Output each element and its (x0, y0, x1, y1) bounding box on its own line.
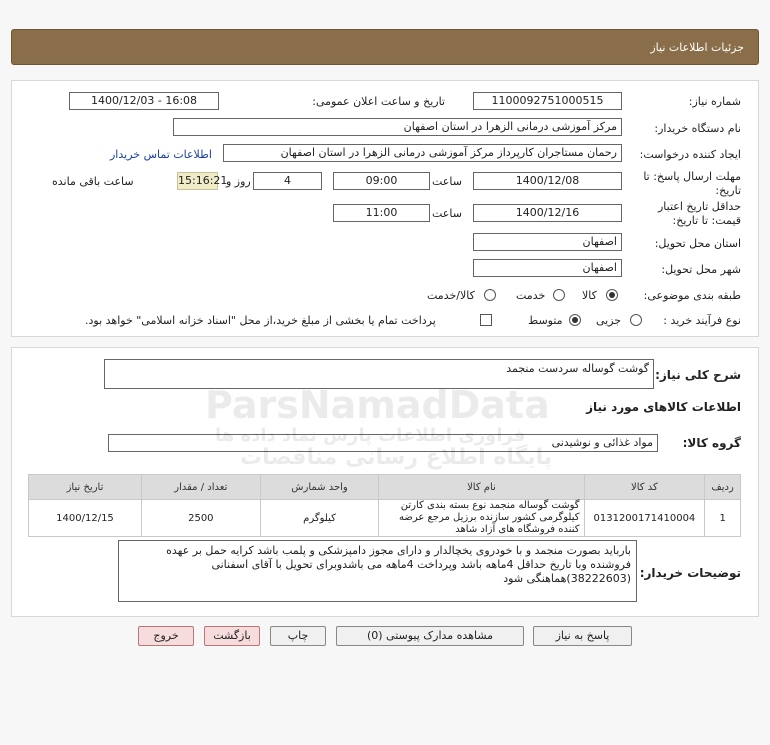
province-label: استان محل تحویل: (654, 237, 741, 250)
goods-table (28, 474, 741, 537)
table-row (29, 500, 741, 537)
category-option-goods: کالا (582, 289, 597, 302)
exit-button[interactable]: خروج (138, 626, 194, 646)
process-option-medium: متوسط (528, 314, 563, 327)
deadline-time-field: 09:00 (333, 172, 430, 190)
remaining-label: ساعت باقی مانده (52, 175, 134, 188)
buyer-field: مرکز آموزشی درمانی الزهرا در استان اصفهان (173, 118, 622, 136)
col-unit: واحد شمارش (260, 475, 379, 500)
buyer-notes-label: توضیحات خریدار: (639, 566, 741, 580)
creator-label: ایجاد کننده درخواست: (639, 148, 741, 161)
col-row: ردیف (705, 475, 741, 500)
process-radio-medium[interactable] (569, 314, 581, 326)
back-button[interactable]: بازگشت (204, 626, 260, 646)
reply-button[interactable]: پاسخ به نیاز (533, 626, 632, 646)
attachments-button[interactable]: مشاهده مدارک پیوستی (0) (336, 626, 524, 646)
need-number-field: 1100092751000515 (473, 92, 622, 110)
category-radio-service[interactable] (553, 289, 565, 301)
days-field: 4 (253, 172, 322, 190)
buyer-label: نام دستگاه خریدار: (654, 122, 741, 135)
days-label: روز و (226, 175, 251, 188)
goods-group-field: مواد غذائی و نوشیدنی (108, 434, 658, 452)
category-radio-goods[interactable] (606, 289, 618, 301)
category-option-both: کالا/خدمت (427, 289, 475, 302)
deadline-label-1: مهلت ارسال پاسخ: تا (643, 170, 741, 183)
cell-code: 0131200171410004 (584, 500, 705, 537)
cell-unit: کیلوگرم (260, 500, 379, 537)
cell-row: 1 (705, 500, 741, 537)
buyer-notes-field: بارباید بصورت منجمد و با خودروی یخچالدار و دارای مجوز دامپزشکی و پلمب باشد کرایه حمل بر عهده فروشنده وبا تاریخ حداقل 4ماهه باشد وپرداخت 4ماهه می باشدوبرای تحویل با آقای اسفنانی (38222603)هماهنگی شود (118, 540, 637, 602)
process-option-minor: جزیی (596, 314, 622, 327)
process-label: نوع فرآیند خرید : (663, 314, 741, 327)
announce-field: 1400/12/03 - 16:08 (69, 92, 219, 110)
deadline-time-label: ساعت (432, 175, 462, 188)
validity-label-1: حداقل تاریخ اعتبار (657, 200, 741, 213)
creator-field: رحمان مستاجران کارپرداز مرکز آموزشی درمانی الزهرا در استان اصفهان (223, 144, 622, 162)
summary-label: شرح کلی نیاز: (655, 368, 741, 382)
col-qty: تعداد / مقدار (141, 475, 260, 500)
page-title: جزئیات اطلاعات نیاز (650, 41, 744, 54)
province-field: اصفهان (473, 233, 622, 251)
goods-group-label: گروه کالا: (682, 436, 741, 450)
page-header (11, 29, 759, 65)
process-radio-minor[interactable] (630, 314, 642, 326)
announce-label: تاریخ و ساعت اعلان عمومی: (312, 95, 445, 108)
validity-label-2: قیمت: تا تاریخ: (672, 214, 741, 227)
need-number-label: شماره نیاز: (688, 95, 741, 108)
category-label: طبقه بندی موضوعی: (643, 289, 741, 302)
treasury-payment-note: پرداخت تمام یا بخشی از مبلغ خرید،از محل "اسناد خزانه اسلامی" خواهد بود. (85, 314, 436, 327)
goods-info-title: اطلاعات کالاهای مورد نیاز (586, 400, 741, 414)
validity-time-field: 11:00 (333, 204, 430, 222)
deadline-label-2: تاریخ: (715, 184, 741, 197)
remaining-time-field: 15:16:21 (177, 172, 218, 190)
validity-time-label: ساعت (432, 207, 462, 220)
city-field: اصفهان (473, 259, 622, 277)
cell-qty: 2500 (141, 500, 260, 537)
summary-field: گوشت گوساله سردست منجمد (104, 359, 654, 389)
category-option-service: خدمت (516, 289, 546, 302)
cell-date: 1400/12/15 (29, 500, 142, 537)
city-label: شهر محل تحویل: (661, 263, 741, 276)
treasury-payment-checkbox[interactable] (480, 314, 492, 326)
col-code: کد کالا (584, 475, 705, 500)
print-button[interactable]: چاپ (270, 626, 326, 646)
validity-date-field: 1400/12/16 (473, 204, 622, 222)
cell-name: گوشت گوساله منجمد نوع بسته بندی کارتن کیلوگرمی کشور سازنده برزیل مرجع عرضه کننده فروشگاه های آزاد شاهد (379, 500, 584, 537)
category-radio-both[interactable] (484, 289, 496, 301)
col-name: نام کالا (379, 475, 584, 500)
deadline-date-field: 1400/12/08 (473, 172, 622, 190)
buyer-contact-link[interactable]: اطلاعات تماس خریدار (110, 148, 212, 161)
goods-table-header (29, 475, 741, 500)
col-date: تاریخ نیاز (29, 475, 142, 500)
